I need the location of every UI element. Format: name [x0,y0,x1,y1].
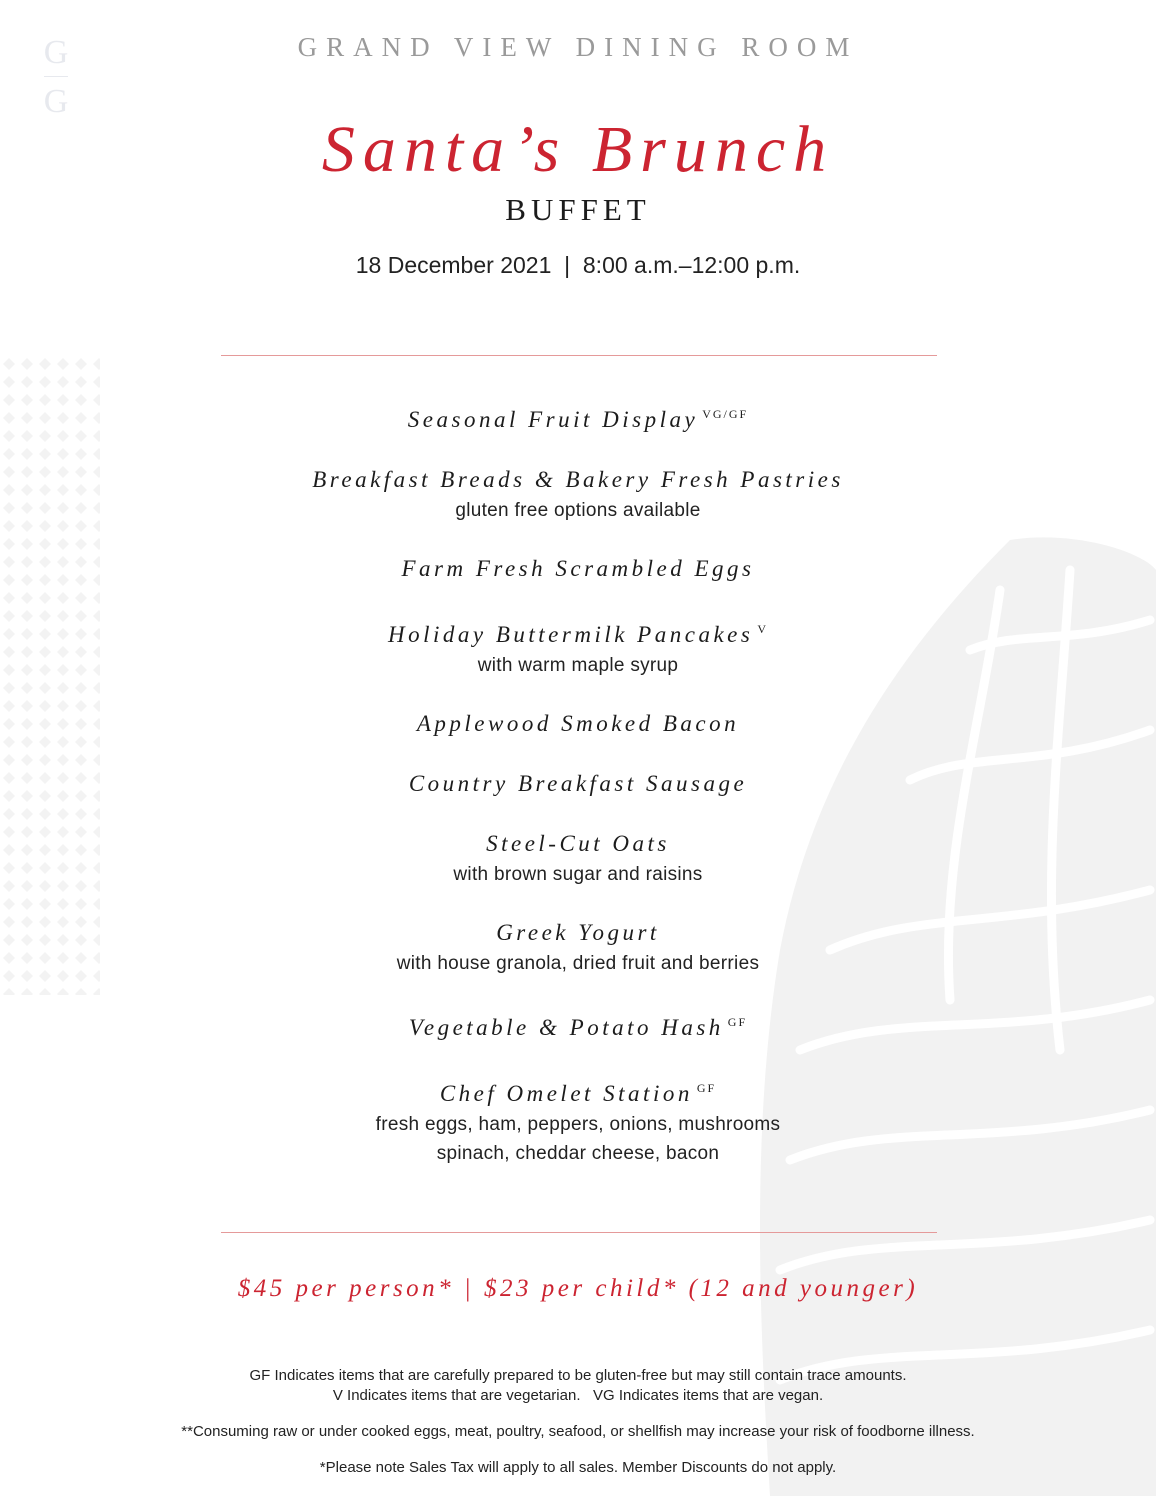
menu-item [0,613,1156,680]
footnotes [0,1366,1156,1478]
menu-item-name [0,1006,1156,1044]
footnote-raw-warning: **Consuming raw or under cooked eggs, meat, poultry, seafood, or shellfish may increase your risk of foodborne illness. [181,1423,975,1440]
top-divider [221,355,937,356]
menu-item-description: with house granola, dried fruit and berries [396,953,760,974]
page-subtitle: BUFFET [505,192,651,227]
menu-item [0,553,1156,585]
event-date: 18 December 2021 | 8:00 a.m.–12:00 p.m. [355,252,801,278]
menu-item [0,917,1156,978]
menu-item-description: gluten free options available [455,500,701,521]
menu-item-description: with brown sugar and raisins [453,864,703,885]
menu-item-title: Breakfast Breads & Bakery Fresh Pastries [312,467,844,492]
menu-item-name [0,917,1156,949]
menu-item-description: spinach, cheddar cheese, bacon [436,1143,720,1164]
menu-list [0,398,1156,1196]
footnote-gf: GF Indicates items that are carefully prepared to be gluten-free but may still contain trace amounts. [249,1367,907,1384]
menu-item-name [0,398,1156,436]
menu-item [0,398,1156,436]
menu-item-name [0,708,1156,740]
menu-item-title: Steel-Cut Oats [486,831,670,856]
pricing-line: $45 per person* | $23 per child* (12 and younger) [237,1275,919,1302]
logo-divider [44,76,68,77]
footnote-v-vg: V Indicates items that are vegetarian. VG Indicates items that are vegan. [332,1387,824,1404]
menu-item-description: fresh eggs, ham, peppers, onions, mushrooms [375,1114,781,1135]
menu-item-name [0,613,1156,651]
menu-item [0,1006,1156,1044]
menu-item-title: Country Breakfast Sausage [408,771,748,796]
venue-name: GRAND VIEW DINING ROOM [297,32,859,62]
menu-item-name [0,553,1156,585]
menu-item-title: Applewood Smoked Bacon [416,711,740,736]
menu-item-title: Greek Yogurt [496,920,660,945]
menu-item [0,768,1156,800]
menu-item [0,1072,1156,1168]
menu-item-title: Seasonal Fruit Display [407,407,699,432]
menu-item-name [0,828,1156,860]
logo-letter-top: G [43,34,69,71]
menu-item-title: Farm Fresh Scrambled Eggs [401,556,755,581]
menu-item-name [0,768,1156,800]
menu-item-name [0,1072,1156,1110]
dietary-tag: V [757,622,768,636]
dietary-tag: GF [727,1015,748,1029]
menu-item-description: with warm maple syrup [477,655,679,676]
dietary-tag: VG/GF [702,407,749,421]
logo-letter-bottom: G [43,83,69,120]
page-title: Santa’s Brunch [321,113,835,186]
menu-item [0,464,1156,525]
dietary-tag: GF [696,1081,717,1095]
footnote-tax: *Please note Sales Tax will apply to all sales. Member Discounts do not apply. [319,1459,837,1476]
menu-item-name [0,464,1156,496]
menu-item-title: Chef Omelet Station [439,1081,693,1106]
bottom-divider [221,1232,937,1233]
menu-item-title: Holiday Buttermilk Pancakes [388,622,754,647]
menu-item [0,708,1156,740]
menu-item [0,828,1156,889]
menu-item-title: Vegetable & Potato Hash [408,1015,724,1040]
